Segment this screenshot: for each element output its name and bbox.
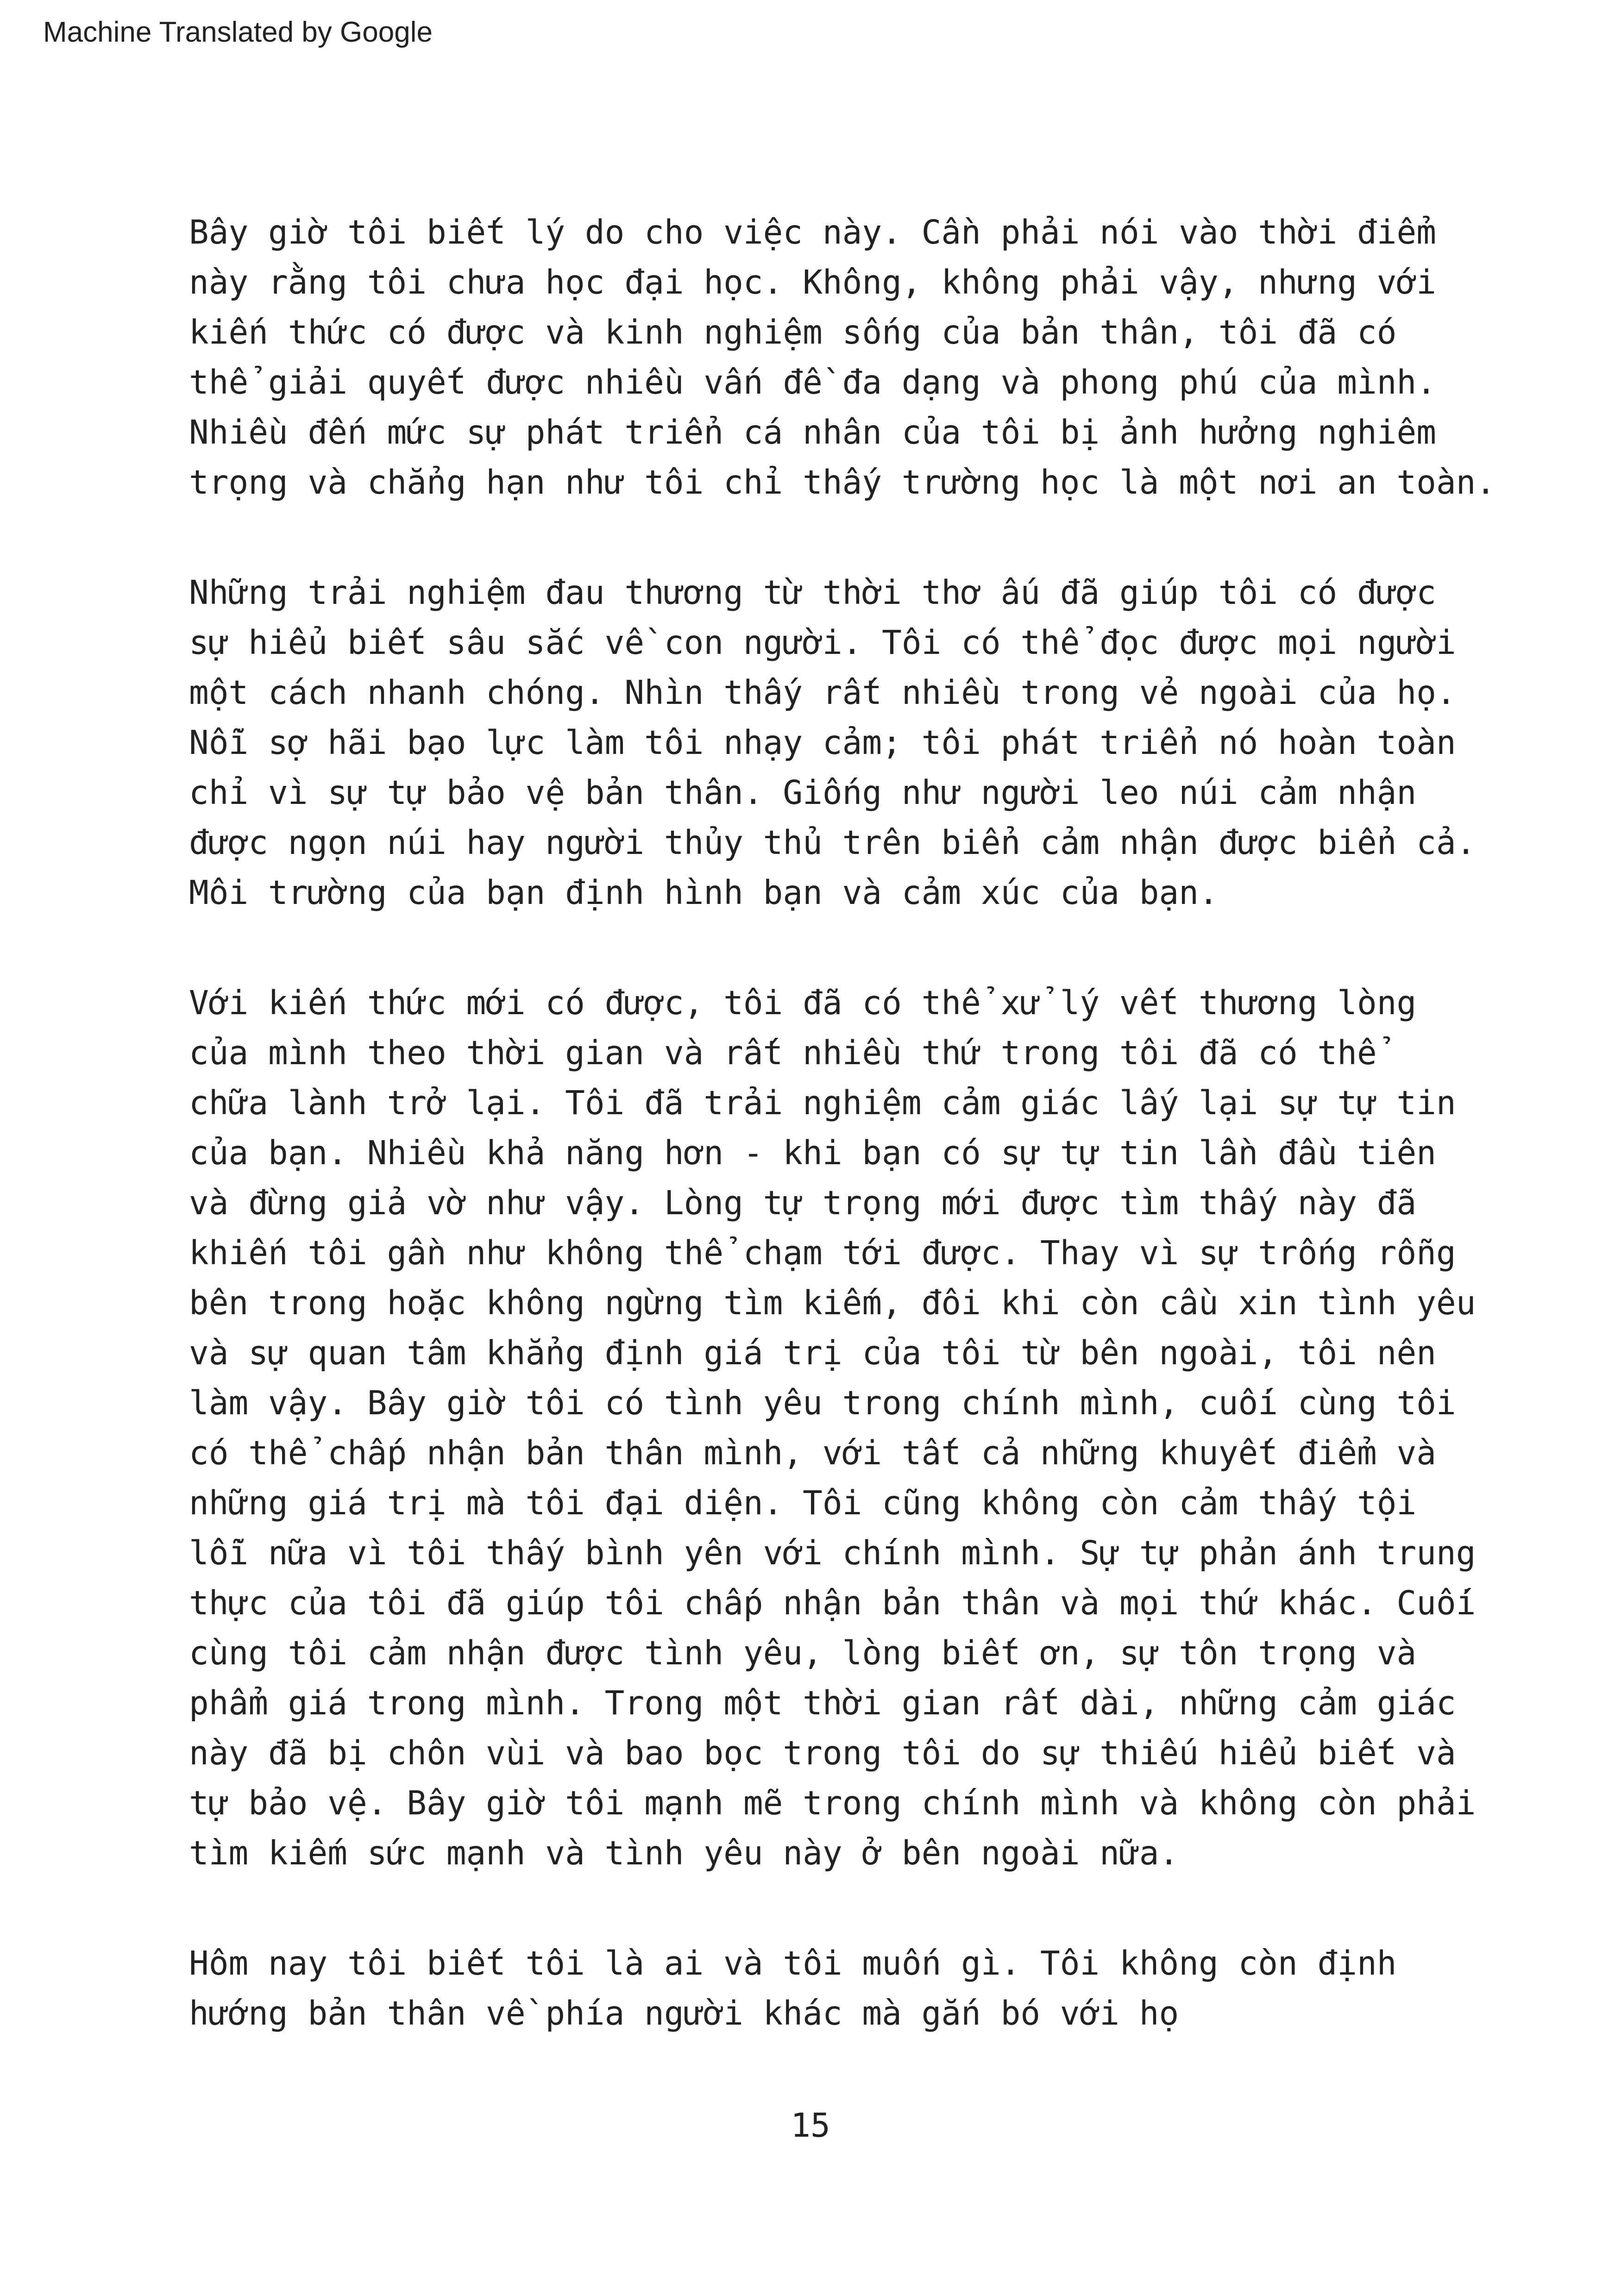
paragraph-gap xyxy=(189,508,1486,568)
page-body xyxy=(189,207,1496,2039)
paragraph-4 xyxy=(189,1938,1486,2039)
text-line: Với kiến thức mới có được, tôi đã có thể xử lý vết thương lòng xyxy=(189,984,1417,1022)
text-line: làm vậy. Bây giờ tôi có tình yêu trong chính mình, cuối cùng tôi xyxy=(189,1384,1456,1422)
text-line: cùng tôi cảm nhận được tình yêu, lòng biết ơn, sự tôn trọng và xyxy=(189,1634,1417,1672)
text-line: kiến thức có được và kinh nghiệm sống của bản thân, tôi đã có xyxy=(189,313,1397,351)
text-line: những giá trị mà tôi đại diện. Tôi cũng không còn cảm thấy tội xyxy=(189,1484,1417,1522)
text-line: và sự quan tâm khẳng định giá trị của tôi từ bên ngoài, tôi nên xyxy=(189,1334,1436,1372)
page-number: 15 xyxy=(791,2106,830,2145)
text-line: được ngọn núi hay người thủy thủ trên biển cảm nhận được biển cả. xyxy=(189,823,1476,862)
paragraph-gap xyxy=(189,918,1486,978)
text-line: của mình theo thời gian và rất nhiều thứ trong tôi đã có thể xyxy=(189,1034,1377,1072)
machine-translation-banner: Machine Translated by Google xyxy=(43,16,433,48)
text-line: bên trong hoặc không ngừng tìm kiếm, đôi khi còn cầu xin tình yêu xyxy=(189,1284,1476,1322)
text-line: Nhiều đến mức sự phát triển cá nhân của tôi bị ảnh hưởng nghiêm xyxy=(189,413,1436,452)
text-line: phẩm giá trong mình. Trong một thời gian rất dài, những cảm giác xyxy=(189,1684,1456,1722)
text-line: sự hiểu biết sâu sắc về con người. Tôi có thể đọc được mọi người xyxy=(189,623,1456,662)
paragraph-2 xyxy=(189,568,1486,918)
text-line: trọng và chẳng hạn như tôi chỉ thấy trường học là một nơi an toàn. xyxy=(189,463,1496,502)
text-line: chỉ vì sự tự bảo vệ bản thân. Giống như người leo núi cảm nhận xyxy=(189,773,1417,812)
text-line: của bạn. Nhiều khả năng hơn - khi bạn có sự tự tin lần đầu tiên xyxy=(189,1134,1436,1172)
text-line: tự bảo vệ. Bây giờ tôi mạnh mẽ trong chính mình và không còn phải xyxy=(189,1784,1476,1822)
text-line: Những trải nghiệm đau thương từ thời thơ ấu đã giúp tôi có được xyxy=(189,573,1436,612)
text-line: thể giải quyết được nhiều vấn đề đa dạng và phong phú của mình. xyxy=(189,363,1436,401)
text-line: một cách nhanh chóng. Nhìn thấy rất nhiều trong vẻ ngoài của họ. xyxy=(189,673,1456,712)
text-line: Hôm nay tôi biết tôi là ai và tôi muốn gì. Tôi không còn định xyxy=(189,1944,1397,1982)
text-line: và đừng giả vờ như vậy. Lòng tự trọng mới được tìm thấy này đã xyxy=(189,1184,1417,1222)
text-line: khiến tôi gần như không thể chạm tới được. Thay vì sự trống rỗng xyxy=(189,1234,1456,1272)
text-line: hướng bản thân về phía người khác mà gắn bó với họ xyxy=(189,1994,1179,2033)
text-line: Bây giờ tôi biết lý do cho việc này. Cần phải nói vào thời điểm xyxy=(189,213,1436,251)
text-line: lỗi nữa vì tôi thấy bình yên với chính mình. Sự tự phản ánh trung xyxy=(189,1534,1476,1572)
text-line: có thể chấp nhận bản thân mình, với tất cả những khuyết điểm và xyxy=(189,1434,1436,1472)
paragraph-1 xyxy=(189,207,1496,508)
text-line: tìm kiếm sức mạnh và tình yêu này ở bên ngoài nữa. xyxy=(189,1834,1179,1872)
text-line: Nỗi sợ hãi bạo lực làm tôi nhạy cảm; tôi phát triển nó hoàn toàn xyxy=(189,723,1456,762)
text-line: chữa lành trở lại. Tôi đã trải nghiệm cảm giác lấy lại sự tự tin xyxy=(189,1084,1456,1122)
text-line: Môi trường của bạn định hình bạn và cảm xúc của bạn. xyxy=(189,873,1219,912)
text-line: này rằng tôi chưa học đại học. Không, không phải vậy, nhưng với xyxy=(189,263,1436,301)
paragraph-3 xyxy=(189,978,1486,1878)
text-line: này đã bị chôn vùi và bao bọc trong tôi do sự thiếu hiểu biết và xyxy=(189,1734,1456,1772)
text-line: thực của tôi đã giúp tôi chấp nhận bản thân và mọi thứ khác. Cuối xyxy=(189,1584,1476,1622)
paragraph-gap xyxy=(189,1878,1486,1938)
